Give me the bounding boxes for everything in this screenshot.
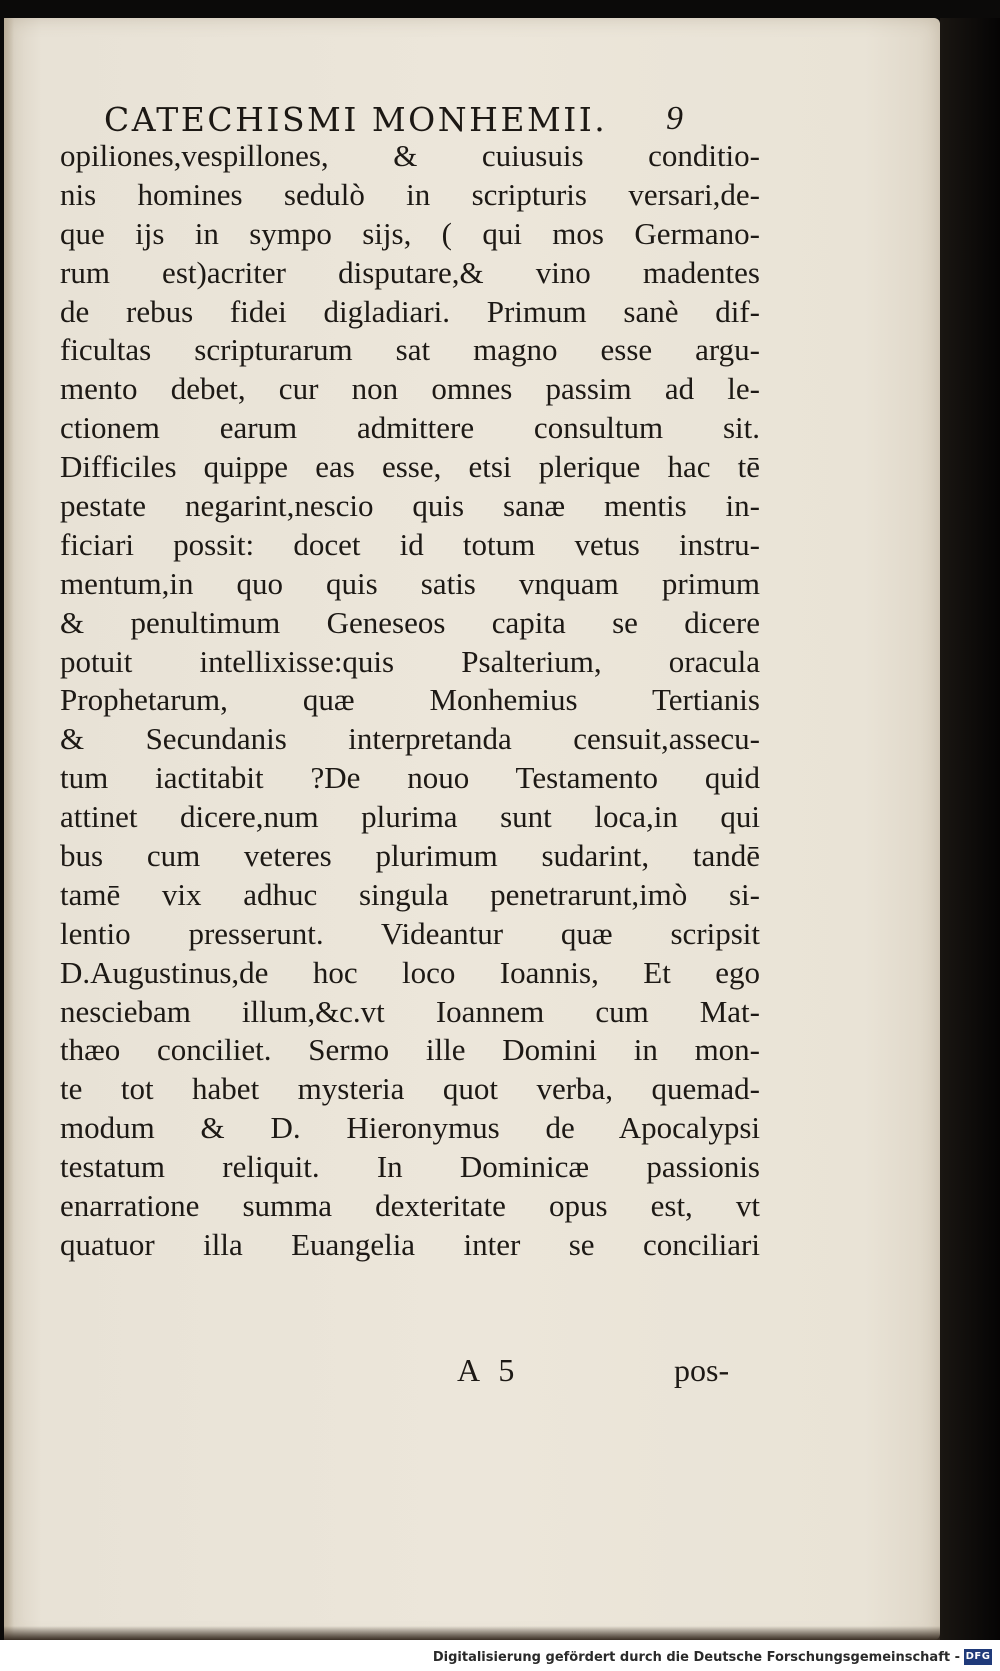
- text-line: rum est)acriter disputare,& vino madentes: [60, 254, 760, 290]
- text-line: Difficiles quippe eas esse, etsi plerique hac tē: [60, 449, 760, 485]
- text-line: testatum reliquit. In Dominicæ passionis: [60, 1149, 760, 1185]
- text-line: & Secundanis interpretanda censuit,assecu-: [60, 721, 760, 757]
- text-line: que ijs in sympo sijs, ( qui mos Germano-: [60, 215, 760, 251]
- text-line: ficultas scripturarum sat magno esse argu-: [60, 332, 760, 368]
- page-footer: [60, 1352, 760, 1396]
- body-text: [60, 137, 760, 1265]
- text-line: Prophetarum, quæ Monhemius Tertianis: [60, 682, 760, 718]
- page-gutter-shade: [4, 18, 14, 1640]
- text-line: & penultimum Geneseos capita se dicere: [60, 604, 760, 640]
- text-line: tum iactitabit ?De nouo Testamento quid: [60, 760, 760, 796]
- running-head: CATECHISMI MONHEMII.: [104, 100, 608, 139]
- text-line: opiliones,vespillones, & cuiusuis conditio-: [60, 138, 760, 173]
- page-number: 9: [666, 100, 683, 137]
- text-line: pestate negarint,nescio quis sanæ mentis in-: [60, 488, 760, 524]
- text-line: ficiari possit: docet id totum vetus instru-: [60, 526, 760, 562]
- text-line: quatuor illa Euangelia inter se conciliari: [60, 1226, 760, 1262]
- text-line: mentum,in quo quis satis vnquam primum: [60, 565, 760, 601]
- dfg-logo-icon: DFG: [964, 1649, 992, 1665]
- text-line: D.Augustinus,de hoc loco Ioannis, Et ego: [60, 954, 760, 990]
- text-line: mento debet, cur non omnes passim ad le-: [60, 371, 760, 407]
- catchword: pos-: [674, 1352, 730, 1388]
- text-line: modum & D. Hieronymus de Apocalypsi: [60, 1110, 760, 1146]
- signature-mark: A 5: [457, 1352, 521, 1388]
- text-line: de rebus fidei digladiari. Primum sanè dif-: [60, 293, 760, 329]
- binding-shadow: [940, 18, 1000, 1640]
- text-line: tamē vix adhuc singula penetrarunt,imò si-: [60, 876, 760, 912]
- text-line: potuit intellixisse:quis Psalterium, oracula: [60, 643, 760, 679]
- text-line: nesciebam illum,&c.vt Ioannem cum Mat-: [60, 993, 760, 1029]
- text-line: lentio presserunt. Videantur quæ scripsit: [60, 915, 760, 951]
- text-line: nis homines sedulò in scripturis versari,de-: [60, 176, 760, 212]
- credit-bar: [0, 1640, 1000, 1671]
- text-line: ctionem earum admittere consultum sit.: [60, 410, 760, 446]
- text-line: bus cum veteres plurimum sudarint, tandē: [60, 838, 760, 874]
- text-line: attinet dicere,num plurima sunt loca,in qui: [60, 799, 760, 835]
- text-line: te tot habet mysteria quot verba, quemad-: [60, 1071, 760, 1107]
- text-line: thæo conciliet. Sermo ille Domini in mon-: [60, 1032, 760, 1068]
- page-bottom-edge: [4, 1626, 940, 1640]
- funding-credit: Digitalisierung gefördert durch die Deutsche Forschungsgemeinschaft -: [432, 1650, 960, 1665]
- text-line: enarratione summa dexteritate opus est, vt: [60, 1188, 760, 1224]
